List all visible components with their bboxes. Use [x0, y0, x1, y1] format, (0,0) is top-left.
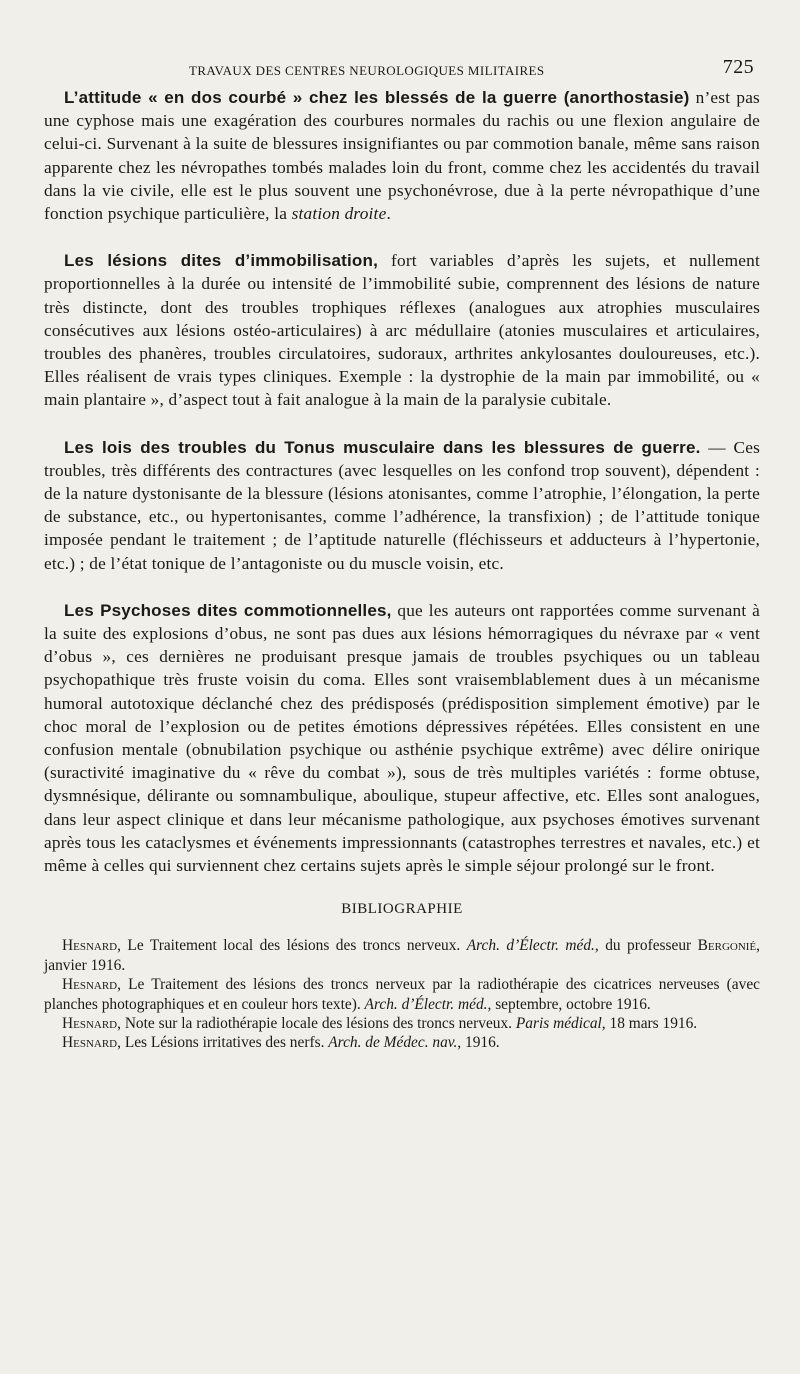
document-page: [44, 56, 760, 1053]
bib-rest: 18 mars 1916.: [605, 1014, 698, 1032]
bib-author: Hesnard,: [62, 1014, 121, 1032]
bib-rest: 1916.: [461, 1034, 500, 1052]
paragraph-body: fort variables d’après les sujets, et nullement proportionnelles à la durée ou intensité de l’immobilité subie, comprennent des lésions de nature très distincte, dont des troubles trophiques réflexes (analogues aux atrophies musculaires consécutives aux lésions ostéo-articulaires) à arc médullaire (atonies musculaires et articulaires, troubles des phanères, troubles circulatoires, sudoraux, arthrites ankylosantes douloureuses, etc.). Elles réalisent de vrais types cliniques. Exemple : la dystrophie de la main par immobilité, ou « main plantaire », d’aspect tout à fait analogue à la main de la paralysie cubitale.: [44, 251, 760, 410]
paragraph-immobilisation: [44, 249, 760, 411]
bib-rest-2: janvier 1916.: [44, 956, 126, 974]
bib-author: Hesnard,: [62, 976, 121, 994]
bib-entry: [44, 1014, 760, 1033]
paragraph-psychoses: [44, 599, 760, 877]
paragraph-anorthostasie: [44, 86, 760, 225]
paragraph-italic: station droite: [291, 204, 387, 224]
bibliography-heading: BIBLIOGRAPHIE: [341, 901, 463, 918]
bib-entry: [44, 936, 760, 975]
bib-rest: septembre, octobre 1916.: [491, 995, 651, 1013]
bib-author-2: Bergonié,: [697, 937, 761, 955]
bib-journal: Paris médical,: [515, 1014, 606, 1032]
paragraph-lead: L’attitude « en dos courbé » chez les blessés de la guerre (anorthostasie): [64, 88, 690, 107]
bib-title: Le Traitement des lésions des troncs nerveux par la radiothérapie des cicatrices nerveuses (avec planches photographiques et en couleur hors texte).: [44, 976, 760, 1013]
paragraph-end: .: [386, 204, 391, 224]
paragraph-body: — Ces troubles, très différents des contractures (avec lesquelles on les confond trop souvent), dépendent : de la nature dystonisante de la blessure (lésions atonisantes, comme l’atrophie, l’élongation, la perte de substance, etc., ou hypertonisantes, comme l’adhérence, la transfixion) ; de l’attitude tonique imposée pendant le traitement ; de l’aptitude naturelle (fléchisseurs et adducteurs à l’hypertonie, etc.) ; de l’état tonique de l’antagoniste ou du muscle voisin, etc.: [44, 437, 760, 573]
paragraph-tonus: [44, 436, 760, 575]
bibliography: [44, 901, 760, 1052]
bib-author: Hesnard,: [62, 1034, 121, 1052]
running-header: [44, 56, 760, 86]
bib-journal: Arch. d’Électr. méd.,: [364, 995, 492, 1013]
paragraph-lead: Les lois des troubles du Tonus musculaire dans les blessures de guerre.: [64, 437, 701, 457]
bib-journal: Arch. de Médec. nav.,: [328, 1034, 462, 1052]
bib-title: Le Traitement local des lésions des troncs nerveux.: [120, 937, 467, 955]
bib-title: Note sur la radiothérapie locale des lésions des troncs nerveux.: [120, 1014, 516, 1032]
paragraph-body: n’est pas une cyphose mais une exagération des courbures normales du rachis ou une flexion angulaire de celui-ci. Survenant à la suite de blessures insignifiantes ou par commotion banale, même sans raison apparente chez les névropathes tombés malades loin du front, comme chez les accidentés du travail dans la vie civile, elle est le plus souvent une psychonévrose, due à la perte névropathique d’une fonction psychique particulière, la: [44, 88, 760, 224]
bib-entry: [44, 975, 760, 1014]
running-title: TRAVAUX DES CENTRES NEUROLOGIQUES MILITAIRES: [189, 63, 545, 78]
page-number: 725: [722, 56, 754, 78]
bib-entry: [44, 1033, 760, 1052]
paragraph-body: que les auteurs ont rapportées comme survenant à la suite des explosions d’obus, ne sont pas dues aux lésions hémorragiques du névraxe par « vent d’obus », ces dernières ne produisant presque jamais de troubles psychiques ou un tableau psychopathique très fruste voisin du coma. Elles sont vraisemblablement dues à un mécanisme humoral autotoxique déclanché chez des prédisposés (prédisposition simplement émotive) par le choc moral de l’explosion ou de petites émotions dépressives répétées. Elles consistent en une confusion mentale (obnubilation psychique ou asthénie psychique extrême) avec délire onirique (suractivité imaginative du « rêve du combat »), sous de très multiples variétés : forme obtuse, dysmnésique, délirante ou somnambulique, aboulique, stupeur affective, etc. Elles sont analogues, dans leur aspect clinique et dans leur mécanisme pathologique, aux psychoses émotives survenant après tous les cataclysmes et événements impressionnants (catastrophes terrestres et navales, etc.) et même à celles qui surviennent chez certains sujets après le simple séjour prolongé sur le front.: [44, 600, 761, 876]
bib-journal: Arch. d’Électr. méd.,: [466, 937, 599, 955]
paragraph-lead: Les Psychoses dites commotionnelles,: [64, 600, 392, 620]
bib-title: Les Lésions irritatives des nerfs.: [120, 1034, 329, 1052]
paragraph-lead: Les lésions dites d’immobilisation,: [64, 251, 378, 271]
bib-rest: du professeur: [598, 937, 698, 955]
bib-author: Hesnard,: [62, 937, 121, 955]
